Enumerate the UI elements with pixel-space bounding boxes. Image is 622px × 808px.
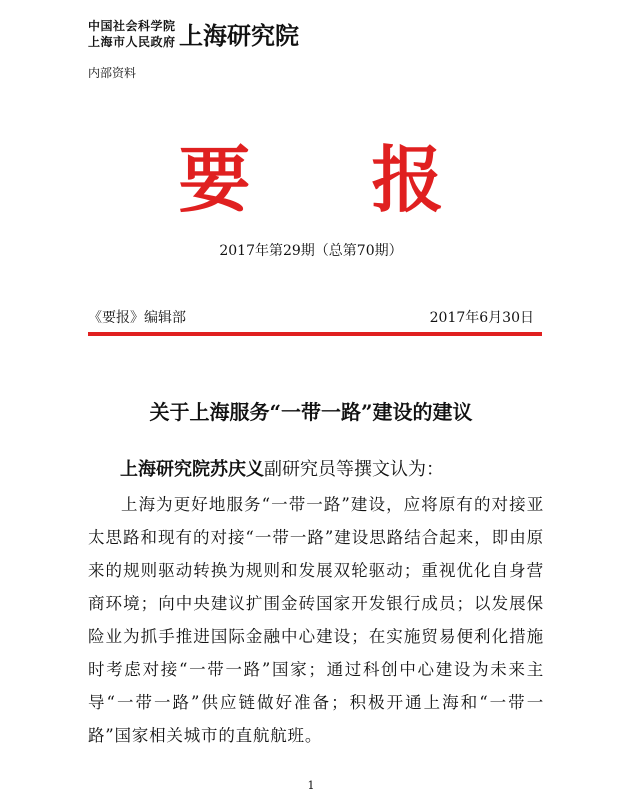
article-body: 上海为更好地服务“一带一路”建设，应将原有的对接亚太思路和现有的对接“一带一路”建设思路结合起来，即由原来的规则驱动转换为规则和发展双轮驱动；重视优化自身营商环境；向中央建议扩围金砖国家开发银行成员；以发展保险业为抓手推进国际金融中心建设；在实施贸易便利化措施时考虑对接“一带一路”国家；通过科创中心建设为未来主导“一带一路”供应链做好准备；积极开通上海和“一带一路”国家相关城市的直航航班。	[88, 495, 544, 745]
byline	[120, 455, 444, 481]
editorial-dept: 《要报》编辑部	[88, 310, 186, 326]
institution-name: 上海研究院	[179, 21, 299, 50]
byline-text: 副研究员等撰文认为：	[264, 459, 444, 480]
report-title: 要 报	[178, 137, 492, 222]
author-name: 上海研究院苏庆义	[120, 459, 264, 480]
org-line-1: 中国社会科学院	[88, 19, 176, 33]
issue-number: 2017年第29期（总第70期）	[219, 243, 403, 259]
page-number: 1	[307, 779, 315, 792]
publication-date: 2017年6月30日	[429, 310, 534, 326]
org-line-2: 上海市人民政府	[88, 35, 176, 49]
red-divider	[88, 332, 542, 336]
article-title: 关于上海服务“一带一路”建设的建议	[149, 400, 473, 424]
publication-meta	[88, 307, 534, 327]
institution-header	[88, 18, 299, 50]
classification-label: 内部资料	[88, 66, 137, 80]
